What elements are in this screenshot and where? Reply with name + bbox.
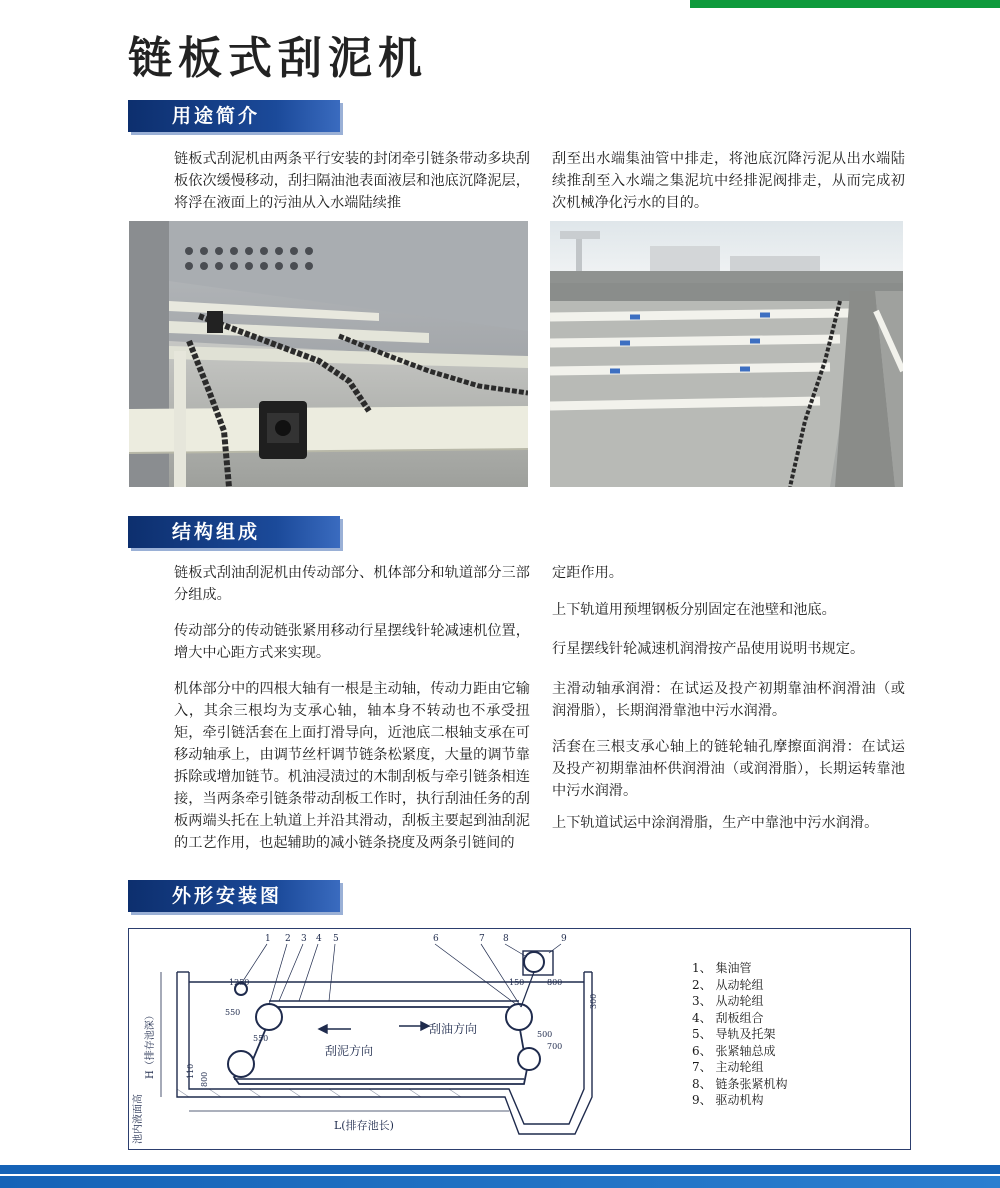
- structure-right-para-2: 上下轨道用预埋钢板分别固定在池壁和池底。: [552, 602, 836, 618]
- tank-height-label: H（排存池深）: [145, 1010, 156, 1079]
- photo-scraper-chain-closeup: [129, 221, 528, 487]
- page-title: 链板式刮泥机: [128, 33, 428, 84]
- legend-item: 9、 驱动机构: [692, 1093, 764, 1107]
- scrape-mud-direction-label: 刮泥方向: [325, 1044, 374, 1058]
- legend-item: 4、 刮板组合: [692, 1010, 764, 1025]
- legend-item: 8、 链条张紧机构: [692, 1076, 788, 1091]
- callout-1: 1: [265, 934, 271, 944]
- structure-right-para-1: 定距作用。: [552, 565, 623, 581]
- legend-item: 7、 主动轮组: [692, 1060, 764, 1074]
- legend-item: 6、 张紧轴总成: [692, 1043, 776, 1058]
- top-accent-bar: [690, 0, 1000, 8]
- callout-3: 3: [301, 934, 307, 944]
- usage-text-left: 链板式刮泥机由两条平行安装的封闭牵引链条带动多块刮板依次缓慢移动，刮扫隔油池表面液层和池底沉降泥层，将浮在液面上的污油从入水端陆续推: [174, 151, 530, 211]
- dim-800-b: 800: [200, 1071, 209, 1087]
- legend-item: 1、 集油管: [692, 961, 752, 975]
- installation-diagram: [129, 929, 909, 1148]
- callout-2: 2: [285, 934, 291, 944]
- section-header-usage: 用途简介: [128, 100, 340, 132]
- dim-550-a: 550: [225, 1008, 241, 1017]
- dim-700: 700: [547, 1042, 563, 1051]
- installation-diagram-frame: [128, 928, 911, 1150]
- usage-text-right: 刮至出水端集油管中排走，将池底沉降污泥从出水端陆续推刮至入水端之集泥坑中经排泥阀排走，从而完成初次机械净化污水的目的。: [552, 151, 905, 211]
- diagram-legend: [692, 960, 787, 1109]
- dim-110: 110: [186, 1063, 195, 1079]
- callout-5: 5: [333, 934, 339, 944]
- callout-9: 9: [561, 934, 567, 944]
- water-level-label: 池内液面高: [133, 1094, 144, 1144]
- structure-right-para-6: 上下轨道试运中涂润滑脂，生产中靠池中污水润滑。: [552, 815, 879, 831]
- dim-800-a: 800: [547, 978, 563, 987]
- scrape-oil-direction-label: 刮油方向: [429, 1022, 478, 1036]
- dim-550-b: 550: [253, 1034, 269, 1043]
- structure-left-para-1: 链板式刮油刮泥机由传动部分、机体部分和轨道部分三部分组成。: [174, 565, 530, 603]
- dim-150: 150: [509, 978, 525, 987]
- callout-7: 7: [479, 934, 485, 944]
- tank-length-label: L(排存池长): [334, 1119, 394, 1132]
- section-header-installation: 外形安装图: [128, 880, 340, 912]
- dim-300: 300: [589, 993, 598, 1009]
- legend-item: 5、 导轨及托架: [692, 1027, 776, 1041]
- dim-500: 500: [537, 1030, 553, 1039]
- structure-right-para-3: 行星摆线针轮减速机润滑按产品使用说明书规定。: [552, 641, 865, 657]
- callout-6: 6: [433, 934, 439, 944]
- section-header-structure: 结构组成: [128, 516, 340, 548]
- legend-item: 3、 从动轮组: [692, 994, 764, 1008]
- structure-left-para-2: 传动部分的传动链张紧用移动行星摆线针轮减速机位置，增大中心距方式来实现。: [174, 623, 530, 661]
- legend-item: 2、 从动轮组: [692, 977, 764, 992]
- structure-right-para-5: 活套在三根支承心轴上的链轮轴孔摩擦面润滑：在试运及投产初期靠油杯供润滑油（或润滑脂），长期运转靠池中污水润滑。: [552, 739, 905, 799]
- photo-scraper-tank-overview: [550, 221, 903, 487]
- structure-left-para-3: 机体部分中的四根大轴有一根是主动轴，传动力距由它输入，其余三根均为支承心轴，轴本身不转动也不承受扭矩，牵引链活套在上面打滑导向，近池底二根轴支承在可移动轴承上，由调节丝杆调节链条松紧度，大量的调节靠拆除或增加链节。机油浸渍过的木制刮板与牵引链条相连接，当两条牵引链条带动刮板工作时，执行刮油任务的刮板两端头托在上轨道上并沿其滑动，刮板主要起到油刮泥的工艺作用，也起辅助的减小链条挠度及两条引链间的: [174, 681, 530, 851]
- dim-1250: 1250: [229, 978, 250, 987]
- footer-bar-lower: [0, 1176, 1000, 1188]
- callout-4: 4: [316, 934, 322, 944]
- callout-8: 8: [503, 934, 509, 944]
- structure-right-para-4: 主滑动轴承润滑：在试运及投产初期靠油杯润滑油（或润滑脂），长期润滑靠池中污水润滑。: [552, 681, 905, 719]
- footer-bar: [0, 1165, 1000, 1174]
